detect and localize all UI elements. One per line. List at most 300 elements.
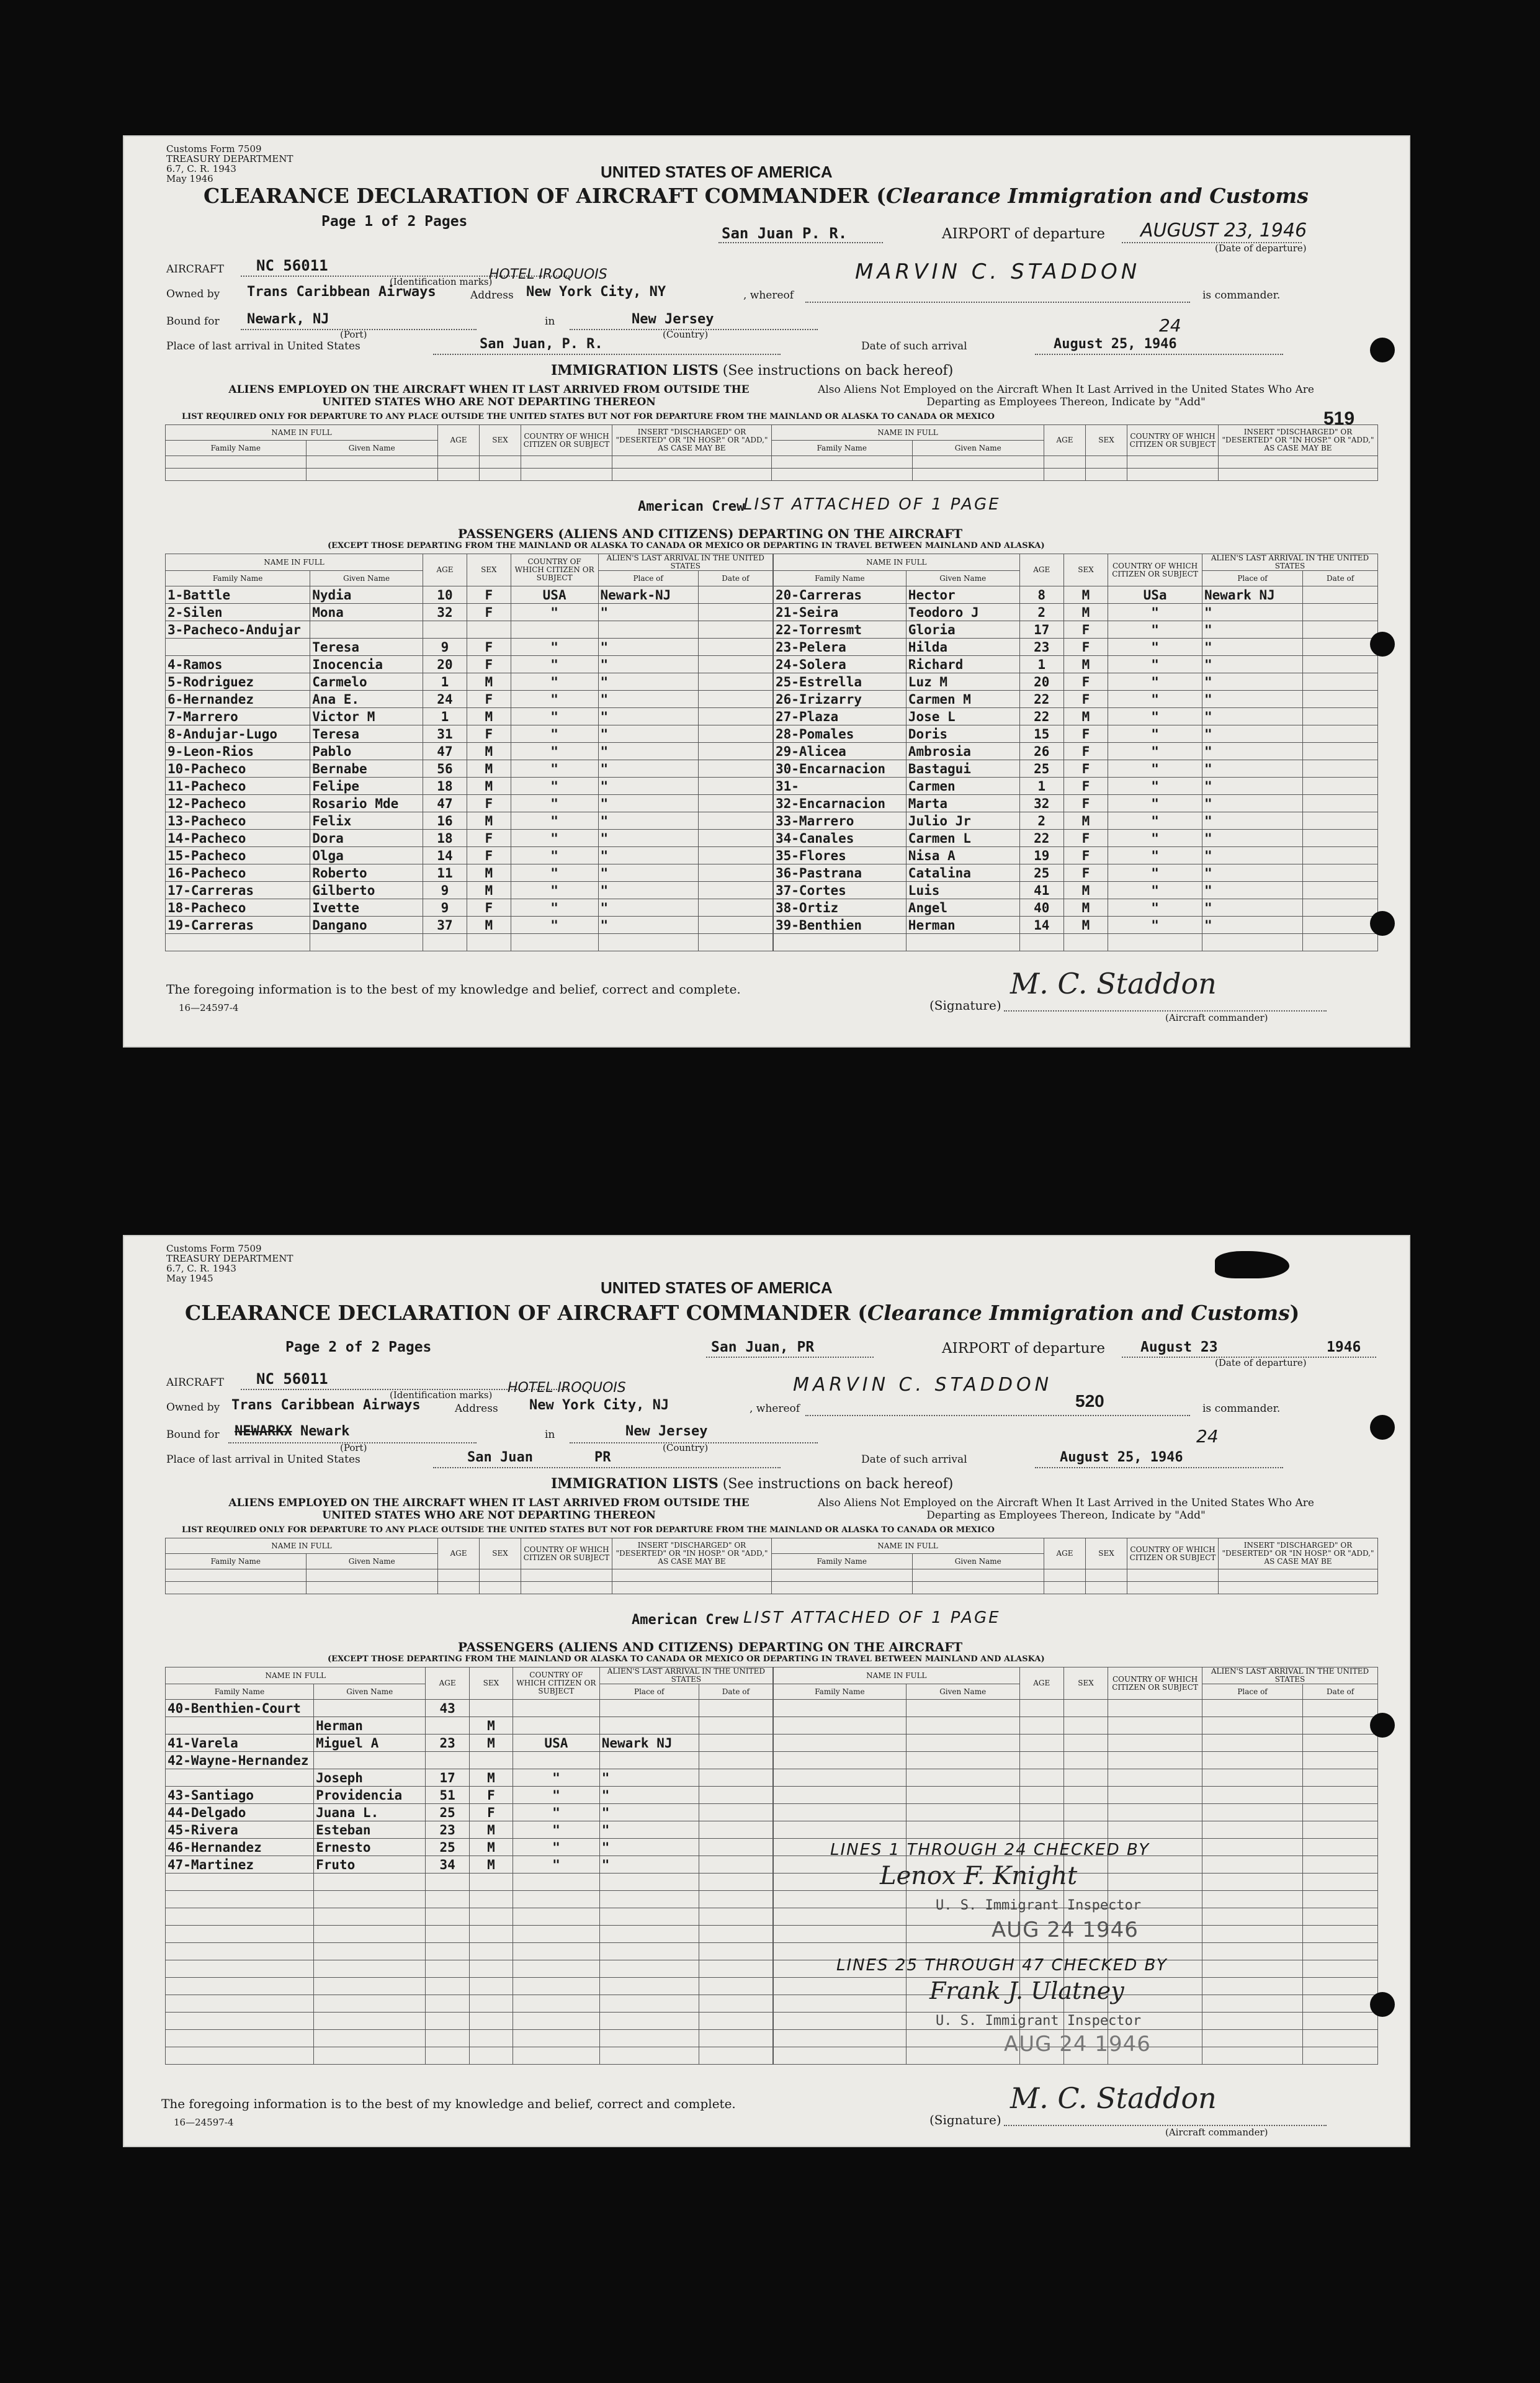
sex (1063, 1787, 1108, 1804)
family-name: 39-Benthien (774, 917, 907, 934)
form-title: CLEARANCE DECLARATION OF AIRCRAFT COMMANDER (Clearance Immigration and Customs) (185, 1301, 1300, 1325)
airport-value: San Juan, PR (711, 1339, 815, 1355)
citizenship: " (1108, 812, 1202, 830)
last-arrival-date (698, 864, 772, 882)
passenger-row (166, 2013, 773, 2030)
last-arrival-date (1303, 1735, 1378, 1752)
last-arrival-date (1303, 1752, 1378, 1769)
family-name (166, 2013, 314, 2030)
given-name (906, 1787, 1019, 1804)
citizenship: " (513, 1787, 600, 1804)
last-arrival-place: " (1202, 708, 1302, 725)
last-arrival-place (599, 1908, 699, 1926)
last-arrival-date (1303, 586, 1378, 604)
given-name: Carmen (906, 778, 1019, 795)
last-arrival-date (1303, 2047, 1378, 2065)
family-name: 29-Alicea (774, 743, 907, 760)
last-arrival-date (699, 1856, 772, 1874)
last-arrival-date (699, 1908, 772, 1926)
family-name (166, 1978, 314, 1995)
age: 34 (426, 1856, 469, 1874)
passenger-row (166, 1891, 773, 1908)
given-name: Carmen L (906, 830, 1019, 847)
owner: Trans Caribbean Airways (231, 1398, 421, 1413)
last-arrival-date (698, 743, 772, 760)
last-arrival-place (599, 1891, 699, 1908)
last-arrival-date (698, 586, 772, 604)
sex: M (469, 1769, 513, 1787)
sex: M (469, 1839, 513, 1856)
last-arrival-date (1303, 1839, 1378, 1856)
family-name: 42-Wayne-Hernandez (166, 1752, 314, 1769)
passenger-row (774, 1752, 1378, 1769)
sex: F (1063, 673, 1108, 691)
last-arrival-date (698, 899, 772, 917)
last-arrival-date (1303, 621, 1378, 639)
citizenship: " (513, 1839, 600, 1856)
sex: M (467, 743, 511, 760)
last-arrival-date (699, 1874, 772, 1891)
passenger-row (166, 673, 773, 691)
sex (1063, 1821, 1108, 1839)
family-name (166, 1943, 314, 1960)
certification-text: The foregoing information is to the best of my knowledge and belief, correct and complete. (166, 982, 741, 997)
passenger-table-left: NAME IN FULL AGE SEX COUNTRY OF WHICH CITIZEN OR SUBJECT ALIEN'S LAST ARRIVAL IN THE UNITED STATES Family Name Given Name Place of Date of 40-Benthien-Court 43 Herman M 41-Varela Miguel A 23 M USA Newark NJ 42-Wayne-Hernandez Joseph 17 M " " 43-Santiago Providencia 51 F " " 44-Delgado Juana L. 25 F " " 45-Rivera Esteban 23 M " " 46-Hernandez Ernesto 25 M " " 47-Martinez Fruto 34 M " " (165, 1667, 773, 2065)
passenger-row (166, 1874, 773, 1891)
sex (1063, 1804, 1108, 1821)
family-name (166, 1769, 314, 1787)
last-arrival-date (1303, 1874, 1378, 1891)
last-arrival-date (1303, 1943, 1378, 1960)
sex: F (467, 795, 511, 812)
sex: F (1063, 743, 1108, 760)
last-arrival-place: " (598, 812, 698, 830)
given-name: Ivette (310, 899, 423, 917)
given-name (906, 1752, 1019, 1769)
sex (1063, 1700, 1108, 1717)
certification-text: The foregoing information is to the best of my knowledge and belief, correct and complete. (161, 2096, 736, 2111)
last-arrival-place (1202, 1787, 1302, 1804)
age: 31 (423, 725, 467, 743)
last-arrival-date: August 25, 1946 (1060, 1450, 1183, 1465)
last-arrival-place: " (598, 691, 698, 708)
last-arrival-date (699, 1926, 772, 1943)
age: 10 (423, 586, 467, 604)
sex (469, 1926, 513, 1943)
age (426, 1717, 469, 1735)
given-name: Teresa (310, 639, 423, 656)
sex (469, 1874, 513, 1891)
family-name (774, 1821, 907, 1839)
passenger-row (774, 621, 1378, 639)
age (426, 1908, 469, 1926)
citizenship: USA (511, 586, 598, 604)
given-name: Nisa A (906, 847, 1019, 864)
last-arrival-date (698, 691, 772, 708)
last-arrival-place: " (598, 656, 698, 673)
given-name (314, 1943, 426, 1960)
given-name (906, 1735, 1019, 1752)
age (426, 2030, 469, 2047)
last-arrival-place (599, 2047, 699, 2065)
family-name (166, 1995, 314, 2013)
sex: M (467, 812, 511, 830)
age: 9 (423, 899, 467, 917)
last-arrival-place: " (1202, 656, 1302, 673)
serial-number: 520 (1075, 1391, 1104, 1411)
last-arrival-place: " (1202, 899, 1302, 917)
citizenship: " (511, 639, 598, 656)
last-arrival-place (1202, 1769, 1302, 1787)
given-name: Hector (906, 586, 1019, 604)
sex: F (1063, 830, 1108, 847)
given-name (906, 2047, 1019, 2065)
airport-value: San Juan P. R. (722, 225, 848, 242)
passenger-row (166, 1804, 773, 1821)
age: 43 (426, 1700, 469, 1717)
last-arrival-date (1303, 830, 1378, 847)
last-arrival-date (1303, 1960, 1378, 1978)
age (426, 1926, 469, 1943)
family-name: 15-Pacheco (166, 847, 310, 864)
age (426, 1995, 469, 2013)
given-name: Jose L (906, 708, 1019, 725)
sex: F (1063, 725, 1108, 743)
age (1019, 1735, 1063, 1752)
last-arrival-date (699, 1995, 772, 2013)
age: 19 (1019, 847, 1063, 864)
citizenship (511, 934, 598, 951)
family-name: 21-Seira (774, 604, 907, 621)
sex: F (1063, 795, 1108, 812)
last-arrival-date (1303, 899, 1378, 917)
family-name (774, 934, 907, 951)
passenger-row (774, 812, 1378, 830)
last-arrival-date (1303, 847, 1378, 864)
given-name (906, 1717, 1019, 1735)
passenger-row (166, 586, 773, 604)
last-arrival-date (1303, 1821, 1378, 1839)
family-name (166, 1926, 314, 1943)
family-name: 24-Solera (774, 656, 907, 673)
last-arrival-date (1303, 656, 1378, 673)
passenger-row (166, 1943, 773, 1960)
page-label: Page 1 of 2 Pages (321, 213, 468, 230)
last-arrival-date (1303, 917, 1378, 934)
last-arrival-date (699, 1700, 772, 1717)
family-name: 41-Varela (166, 1735, 314, 1752)
given-name: Gilberto (310, 882, 423, 899)
last-arrival-date (699, 1821, 772, 1839)
last-arrival-date (698, 604, 772, 621)
given-name (314, 1700, 426, 1717)
sex: M (1063, 882, 1108, 899)
passenger-row (166, 639, 773, 656)
passenger-row (774, 725, 1378, 743)
given-name: Herman (906, 917, 1019, 934)
citizenship (1108, 1717, 1202, 1735)
citizenship: " (511, 708, 598, 725)
citizenship: " (1108, 795, 1202, 812)
age (426, 2047, 469, 2065)
sex: M (469, 1717, 513, 1735)
last-arrival-place: " (598, 830, 698, 847)
passenger-table-right: NAME IN FULL AGE SEX COUNTRY OF WHICH CITIZEN OR SUBJECT ALIEN'S LAST ARRIVAL IN THE UNITED STATES Family Name Given Name Place of Date of (773, 1667, 1378, 2065)
passenger-row (774, 1735, 1378, 1752)
last-arrival-date (1303, 760, 1378, 778)
given-name (906, 1804, 1019, 1821)
last-arrival-place: " (598, 847, 698, 864)
family-name: 8-Andujar-Lugo (166, 725, 310, 743)
family-name (166, 1717, 314, 1735)
citizenship: " (1108, 604, 1202, 621)
last-arrival-place: " (599, 1769, 699, 1787)
family-name (774, 1926, 907, 1943)
age (426, 1943, 469, 1960)
last-arrival-place (1202, 2030, 1302, 2047)
sex: M (1063, 604, 1108, 621)
last-arrival-place (599, 1752, 699, 1769)
last-arrival-date (1303, 743, 1378, 760)
last-arrival-date (698, 639, 772, 656)
given-name: Joseph (314, 1769, 426, 1787)
last-arrival-place (1202, 934, 1302, 951)
given-name: Teodoro J (906, 604, 1019, 621)
sex: F (469, 1787, 513, 1804)
aircraft-id: NC 56011 (256, 1370, 328, 1388)
last-arrival-date (1303, 604, 1378, 621)
sex: F (467, 899, 511, 917)
form-number: Customs Form 7509 TREASURY DEPARTMENT 6.7, C. R. 1943 May 1946 (166, 143, 293, 184)
punch-hole (1370, 911, 1395, 936)
last-arrival-place (598, 934, 698, 951)
given-name: Herman (314, 1717, 426, 1735)
last-arrival-date (1303, 2030, 1378, 2047)
last-arrival-date (1303, 1700, 1378, 1717)
last-arrival-place: " (598, 760, 698, 778)
last-arrival-place: " (1202, 830, 1302, 847)
passenger-row (166, 1995, 773, 2013)
given-name: Nydia (310, 586, 423, 604)
given-name: Teresa (310, 725, 423, 743)
last-arrival-date (1303, 1769, 1378, 1787)
last-arrival-place (1202, 2013, 1302, 2030)
given-name: Angel (906, 899, 1019, 917)
citizenship: " (1108, 847, 1202, 864)
family-name: 37-Cortes (774, 882, 907, 899)
age: 9 (423, 882, 467, 899)
family-name (774, 1787, 907, 1804)
citizenship: " (1108, 621, 1202, 639)
citizenship (513, 1978, 600, 1995)
last-arrival-date (698, 917, 772, 934)
declaration-page-1: Customs Form 7509 TREASURY DEPARTMENT 6.7, C. R. 1943 May 1946 UNITED STATES OF AMERICA CLEARANCE DECLARATION OF AIRCRAFT COMMANDER (Clearance Immigration and Customs Page 1 of 2 Pages San Juan P. R. AIRPORT of departure AUGUST 23, 1946 (Date of departure) AIRCRAFT NC 56011 (Identification marks) Owned by Trans Caribbean Airways Address HOTEL IROQUOIS New York City, NY , whereof MARVIN C. STADDON is commander. Bound for Newark, NJ (Port) in New Jersey (Country) 24 Place of last arrival in United States San Juan, P. R. Date of such arrival August 25, 1946 IMMIGRATION LISTS (See instructions on back hereof) ALIENS EMPLOYED ON THE AIRCRAFT WHEN IT LAST ARRIVED FROM OUTSIDE THE UNITED STATES WHO ARE NOT DEPARTING THEREON Also Aliens Not Employed on the Aircraft When It Last Arrived in the United States Who Are Departing as Employees Thereon, Indicate by "Add" LIST REQUIRED ONLY FOR DEPARTURE TO ANY PLACE OUTSIDE THE UNITED STATES BUT NOT FOR DEPARTURE FROM THE MAINLAND OR ALASKA TO CANADA OR MEXICO 519 NAME IN FULL AGE SEX COUNTRY OF WHICH CITIZEN OR SUBJECT INSERT "DISCHARGED" OR "DESERTED" OR "IN HOSP." OR "ADD," AS CASE MAY BE NAME IN FULL AGE SEX COUNTRY OF WHICH CITIZEN OR SUBJECT INSERT "DISCHARGED" OR "DESERTED" OR "IN HOSP." OR "ADD," AS CASE MAY BE Family Name Given Name Family Name Given Name American Crew LIST ATTACHED OF 1 PAGE PASSENGERS (ALIENS AND CITIZENS) DEPARTING ON THE AIRCRAFT (EXCEPT THOSE DEPARTING FROM THE MAINLAND OR ALASKA TO CANADA OR MEXICO OR DEPARTING IN TRAVEL BETWEEN MAINLAND AND ALASKA) NAME IN FULL AGE SEX COUNTRY OF WHICH CITIZEN OR SUBJECT ALIEN'S LAST ARRIVAL IN THE UNITED STATES Family Name Given Name Place of Date of 1-Battle Nydia 10 F USA Newark-NJ 2-Silen Mona 32 F " " 3-Pacheco-Andujar Teresa 9 F " " 4-Ramos Inocencia 20 F " " 5-Rodriguez Carmelo 1 M " " 6-Hernandez Ana E. 24 F " " 7-Marrero Victor M 1 M " " 8-Andujar-Lugo Teresa 31 F " " 9-Leon-Rios Pablo 47 M " " 10-Pacheco Bernabe 56 M " " 11-Pacheco Felipe 18 M " " 12-Pacheco Rosario Mde 47 F " " 13-Pacheco Felix 16 M " " 14-Pacheco Dora 18 F " " 15-Pacheco Olga 14 F " " 16-Pacheco Roberto 11 M " " 17-Carreras Gilberto 9 M " " 18-Pacheco Ivette 9 F " " 19-Carreras Dangano 37 M " " NAME IN FULL AGE SEX COUNTRY OF WHICH CITIZEN OR SUBJECT ALIEN'S LAST ARRIVAL IN THE UNITED STATES Family Name Given Name Place of Date of 20-Carreras Hector 8 M USa Newark NJ 21-Seira Teodoro J 2 M " " 22-Torresmt Gloria 17 F " " 23-Pelera Hilda 23 F " " 24-Solera Richard 1 M " " 25-Estrella Luz M 20 F " " 26-Irizarry Carmen M 22 F " " 27-Plaza Jose L 22 M " " 28-Pomales Doris 15 F " " 29-Alicea Ambrosia 26 F " " 30-Encarnacion Bastagui 25 F " " 31- Carmen 1 F " " 32-Encarnacion Marta 32 F " " 33-Marrero Julio Jr 2 M " " 34-Canales Carmen L 22 F " " 35-Flores Nisa A 19 F " " 36-Pastrana Catalina 25 F " " 37-Cortes Luis 41 M " " 38-Ortiz Angel 40 M " " 39-Benthien Herman 14 M " " The foregoing information is to the best of my knowledge and belief, correct and complete. 16—24597-4 (Signature) M. C. Staddon (Aircraft commander) (123, 135, 1410, 1048)
age: 14 (423, 847, 467, 864)
sex: M (1063, 586, 1108, 604)
last-arrival-place: " (1202, 691, 1302, 708)
age: 8 (1019, 586, 1063, 604)
family-name: 23-Pelera (774, 639, 907, 656)
age (1019, 1787, 1063, 1804)
passenger-row (774, 1804, 1378, 1821)
crew-table: NAME IN FULL AGE SEX COUNTRY OF WHICH CITIZEN OR SUBJECT INSERT "DISCHARGED" OR "DESERTED" OR "IN HOSP." OR "ADD," AS CASE MAY BE NAME IN FULL AGE SEX COUNTRY OF WHICH CITIZEN OR SUBJECT INSERT "DISCHARGED" OR "DESERTED" OR "IN HOSP." OR "ADD," AS CASE MAY BE Family Name Given Name Family Name Given Name (165, 1538, 1378, 1594)
last-arrival-date (698, 934, 772, 951)
sex: M (467, 917, 511, 934)
last-arrival-date (1303, 2013, 1378, 2030)
last-arrival-place: " (599, 1787, 699, 1804)
departure-date: August 23 (1140, 1339, 1218, 1355)
family-name (774, 1752, 907, 1769)
citizenship: " (1108, 899, 1202, 917)
citizenship (513, 2047, 600, 2065)
passenger-row (166, 864, 773, 882)
given-name (310, 934, 423, 951)
commander-signature: M. C. Staddon (1010, 2081, 1217, 2115)
family-name (774, 1995, 907, 2013)
citizenship (513, 2013, 600, 2030)
commander-signature: M. C. Staddon (1010, 967, 1217, 1000)
aircraft-id: NC 56011 (256, 257, 328, 274)
country-heading: UNITED STATES OF AMERICA (601, 163, 833, 181)
given-name (314, 1978, 426, 1995)
age: 11 (423, 864, 467, 882)
last-arrival-place: " (598, 639, 698, 656)
last-arrival-place: " (1202, 639, 1302, 656)
sex (1063, 1717, 1108, 1735)
age: 40 (1019, 899, 1063, 917)
sex: F (467, 691, 511, 708)
last-arrival-place: " (1202, 760, 1302, 778)
given-name: Richard (906, 656, 1019, 673)
last-arrival-date (699, 1943, 772, 1960)
sex: F (467, 830, 511, 847)
passenger-row (166, 621, 773, 639)
family-name (774, 1978, 907, 1995)
citizenship: " (511, 743, 598, 760)
citizenship: " (511, 812, 598, 830)
sex: F (1063, 691, 1108, 708)
last-arrival-date (698, 760, 772, 778)
family-name (774, 1735, 907, 1752)
passenger-row (774, 899, 1378, 917)
given-name: Providencia (314, 1787, 426, 1804)
given-name: Julio Jr (906, 812, 1019, 830)
citizenship: " (1108, 882, 1202, 899)
last-arrival-date (699, 1717, 772, 1735)
citizenship: " (513, 1856, 600, 1874)
last-arrival-place (599, 1995, 699, 2013)
sex: F (1063, 778, 1108, 795)
passenger-row (774, 1821, 1378, 1839)
last-arrival-place (1202, 1874, 1302, 1891)
citizenship (513, 1995, 600, 2013)
citizenship (513, 1752, 600, 1769)
immigration-lists-title: IMMIGRATION LISTS (See instructions on back hereof) (551, 362, 954, 379)
last-arrival-place (1202, 1856, 1302, 1874)
torn-corner (1215, 1251, 1289, 1278)
last-arrival-place (599, 2013, 699, 2030)
sex: M (467, 673, 511, 691)
last-arrival-date (699, 2013, 772, 2030)
family-name (166, 1908, 314, 1926)
given-name: Roberto (310, 864, 423, 882)
last-arrival-date (1303, 1995, 1378, 2013)
last-arrival-place (599, 1960, 699, 1978)
citizenship (1108, 1804, 1202, 1821)
sex: M (467, 864, 511, 882)
last-arrival-date (699, 1978, 772, 1995)
family-name (774, 2030, 907, 2047)
passenger-row (774, 673, 1378, 691)
passenger-row (166, 1839, 773, 1856)
last-arrival-place: " (598, 778, 698, 795)
last-arrival-date (1303, 1978, 1378, 1995)
date-stamp-1: AUG 24 1946 (992, 1918, 1139, 1942)
passengers-title: PASSENGERS (ALIENS AND CITIZENS) DEPARTING ON THE AIRCRAFT (458, 526, 963, 541)
last-arrival-place: " (598, 673, 698, 691)
family-name: 31- (774, 778, 907, 795)
last-arrival-place: " (1202, 847, 1302, 864)
passenger-row (774, 1717, 1378, 1735)
last-arrival-date (1303, 882, 1378, 899)
age: 18 (423, 830, 467, 847)
age: 1 (423, 708, 467, 725)
age: 22 (1019, 708, 1063, 725)
immigration-lists-title: IMMIGRATION LISTS (See instructions on back hereof) (551, 1476, 954, 1492)
crew-table: NAME IN FULL AGE SEX COUNTRY OF WHICH CITIZEN OR SUBJECT INSERT "DISCHARGED" OR "DESERTED" OR "IN HOSP." OR "ADD," AS CASE MAY BE NAME IN FULL AGE SEX COUNTRY OF WHICH CITIZEN OR SUBJECT INSERT "DISCHARGED" OR "DESERTED" OR "IN HOSP." OR "ADD," AS CASE MAY BE Family Name Given Name Family Name Given Name (165, 424, 1378, 481)
family-name (166, 2030, 314, 2047)
family-name: 9-Leon-Rios (166, 743, 310, 760)
given-name: Bastagui (906, 760, 1019, 778)
passenger-row (166, 847, 773, 864)
family-name: 1-Battle (166, 586, 310, 604)
sex (467, 934, 511, 951)
sex: M (467, 708, 511, 725)
given-name: Carmen M (906, 691, 1019, 708)
last-arrival-place: " (1202, 917, 1302, 934)
family-name (774, 2047, 907, 2065)
citizenship: " (1108, 673, 1202, 691)
airport-label: AIRPORT of departure (942, 226, 1106, 242)
age (423, 621, 467, 639)
family-name (166, 2047, 314, 2065)
citizenship: " (511, 795, 598, 812)
age: 47 (423, 795, 467, 812)
family-name: 18-Pacheco (166, 899, 310, 917)
sex (469, 1891, 513, 1908)
serial-number: 519 (1323, 408, 1355, 429)
citizenship (1108, 1787, 1202, 1804)
last-arrival-place (599, 1874, 699, 1891)
family-name: 11-Pacheco (166, 778, 310, 795)
sex: M (467, 778, 511, 795)
last-arrival-place (599, 1926, 699, 1943)
given-name: Esteban (314, 1821, 426, 1839)
passenger-table-left: NAME IN FULL AGE SEX COUNTRY OF WHICH CITIZEN OR SUBJECT ALIEN'S LAST ARRIVAL IN THE UNITED STATES Family Name Given Name Place of Date of 1-Battle Nydia 10 F USA Newark-NJ 2-Silen Mona 32 F " " 3-Pacheco-Andujar Teresa 9 F " " 4-Ramos Inocencia 20 F " " 5-Rodriguez Carmelo 1 M " " 6-Hernandez Ana E. 24 F " " 7-Marrero Victor M 1 M " " 8-Andujar-Lugo Teresa 31 F " " 9-Leon-Rios Pablo 47 M " " 10-Pacheco Bernabe 56 M " " 11-Pacheco Felipe 18 M " " 12-Pacheco Rosario Mde 47 F " " 13-Pacheco Felix 16 M " " 14-Pacheco Dora 18 F " " 15-Pacheco Olga 14 F " " 16-Pacheco Roberto 11 M " " 17-Carreras Gilberto 9 M " " 18-Pacheco Ivette 9 F " " 19-Carreras Dangano 37 M " " (165, 554, 773, 951)
passenger-row (166, 1717, 773, 1735)
given-name: Catalina (906, 864, 1019, 882)
sex: F (1063, 760, 1108, 778)
last-arrival-date (1303, 691, 1378, 708)
sex: M (1063, 899, 1108, 917)
citizenship: " (511, 778, 598, 795)
passenger-row (774, 795, 1378, 812)
citizenship: USA (513, 1735, 600, 1752)
family-name (166, 1960, 314, 1978)
passenger-row (774, 882, 1378, 899)
sex (469, 1995, 513, 2013)
passenger-row (166, 1960, 773, 1978)
